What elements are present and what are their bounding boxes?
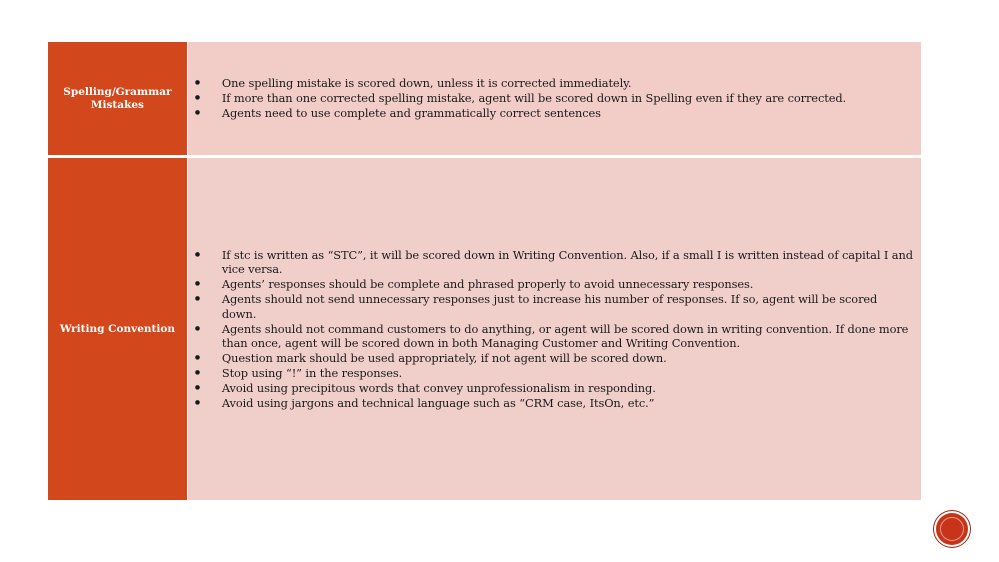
table-row-spelling-grammar [48, 42, 921, 155]
row-content-writing-convention [188, 158, 921, 500]
list-item: ● Agents should not send unnecessary responses just to increase his number of responses. If so, agent will be scored down. [188, 292, 913, 322]
bullet-list-writing-convention [188, 248, 921, 411]
row-label-spelling-grammar: Spelling/Grammar Mistakes [48, 42, 187, 155]
list-item: ● Avoid using jargons and technical language such as “CRM case, ItsOn, etc.” [188, 396, 913, 411]
list-item: ● One spelling mistake is scored down, unless it is corrected immediately. [188, 76, 913, 91]
table-row-writing-convention [48, 158, 921, 500]
list-item: ● If stc is written as “STC”, it will be scored down in Writing Convention. Also, if a small I is written instead of capital I and vice versa. [188, 248, 913, 278]
logo-ring [940, 517, 964, 541]
list-item: ● Agents’ responses should be complete and phrased properly to avoid unnecessary responses. [188, 277, 913, 292]
list-item: ● If more than one corrected spelling mistake, agent will be scored down in Spelling even if they are corrected. [188, 91, 913, 106]
list-item: ● Agents need to use complete and grammatically correct sentences [188, 106, 913, 121]
row-content-spelling-grammar [188, 42, 921, 155]
list-item: ● Avoid using precipitous words that convey unprofessionalism in responding. [188, 381, 913, 396]
rules-table [48, 42, 921, 500]
list-item: ● Agents should not command customers to do anything, or agent will be scored down in writing convention. If done more than once, agent will be scored down in both Managing Customer and Writing Convention. [188, 322, 913, 352]
logo-icon [934, 511, 970, 547]
list-item: ● Stop using “!” in the responses. [188, 366, 913, 381]
bullet-list-spelling-grammar [188, 76, 921, 120]
list-item: ● Question mark should be used appropriately, if not agent will be scored down. [188, 351, 913, 366]
row-label-writing-convention: Writing Convention [48, 158, 187, 500]
